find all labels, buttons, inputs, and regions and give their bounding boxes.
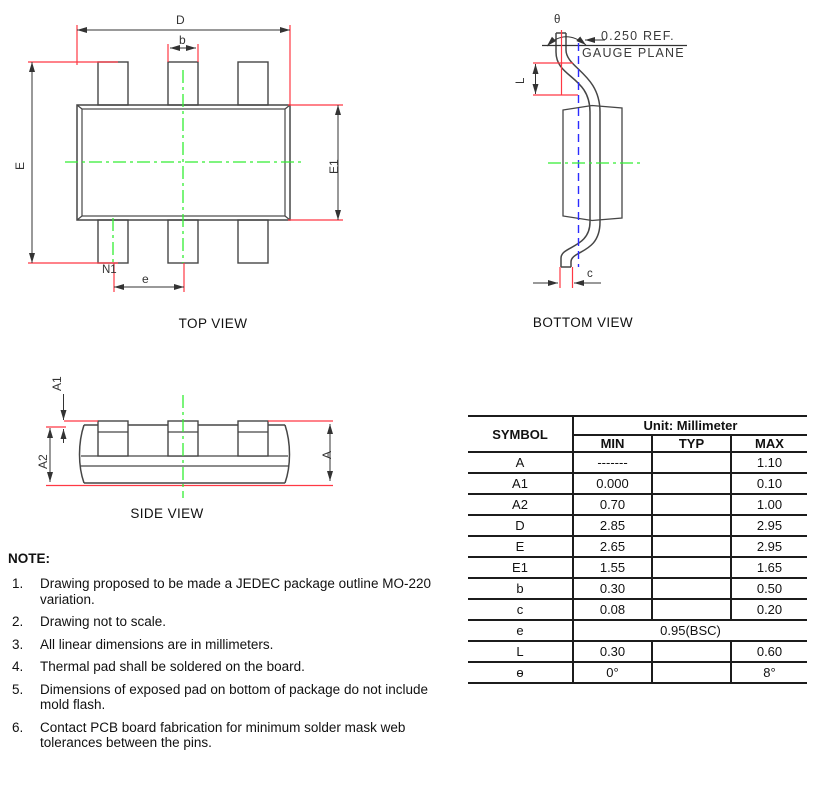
table-row (468, 473, 807, 494)
bottom-view-title: BOTTOM VIEW (532, 315, 634, 330)
cell-min: 2.85 (573, 515, 652, 536)
note-number: 4. (12, 659, 24, 674)
dim-label-A1: A1 (50, 376, 64, 391)
table-row (468, 641, 807, 662)
cell-max: 0.60 (731, 641, 807, 662)
top-view-dimension-lines (32, 30, 338, 287)
note-item (8, 637, 444, 653)
table-row (468, 494, 807, 515)
cell-typ (652, 599, 731, 620)
table-row (468, 662, 807, 683)
cell-typ (652, 452, 731, 473)
cell-symbol: b (468, 578, 573, 599)
col-header-max: MAX (731, 435, 807, 452)
note-number: 2. (12, 614, 24, 629)
note-text: Thermal pad shall be soldered on the board. (40, 659, 305, 674)
dimension-table (468, 415, 807, 684)
cell-min: 0.08 (573, 599, 652, 620)
dim-label-N1: N1 (102, 264, 117, 276)
cell-symbol: A2 (468, 494, 573, 515)
cell-symbol: E (468, 536, 573, 557)
cell-max: 2.95 (731, 536, 807, 557)
cell-typ (652, 641, 731, 662)
side-view-linework (80, 421, 290, 483)
dim-label-L: L (515, 77, 527, 84)
cell-symbol: A (468, 452, 573, 473)
dim-label-E1: E1 (327, 159, 341, 174)
cell-typ (652, 578, 731, 599)
cell-typ (652, 473, 731, 494)
table-row (468, 515, 807, 536)
cell-typ (652, 557, 731, 578)
dim-label-e: e (142, 272, 149, 286)
cell-typ (652, 494, 731, 515)
cell-min: 0.70 (573, 494, 652, 515)
table-row (468, 599, 807, 620)
table-row (468, 620, 807, 641)
cell-max: 0.10 (731, 473, 807, 494)
cell-max: 1.00 (731, 494, 807, 515)
table-header-row (468, 416, 807, 435)
cell-symbol: A1 (468, 473, 573, 494)
side-view-title: SIDE VIEW (130, 506, 204, 521)
note-text: Drawing proposed to be made a JEDEC package outline MO-220 variation. (40, 576, 431, 607)
cell-symbol: e (468, 620, 573, 641)
cell-max: 0.20 (731, 599, 807, 620)
table-row (468, 578, 807, 599)
col-header-typ: TYP (652, 435, 731, 452)
cell-span-value: 0.95(BSC) (573, 620, 807, 641)
dim-label-theta: θ (554, 14, 561, 26)
note-text: Contact PCB board fabrication for minimum solder mask web tolerances between the pins. (40, 719, 406, 750)
cell-min: 0.30 (573, 641, 652, 662)
bottom-view-red-extensions (533, 30, 578, 288)
cell-typ (652, 515, 731, 536)
cell-max: 0.50 (731, 578, 807, 599)
top-view-red-extensions (28, 25, 343, 292)
cell-symbol: D (468, 515, 573, 536)
dim-label-c: c (587, 268, 593, 280)
note-item (8, 614, 444, 630)
cell-max: 8° (731, 662, 807, 683)
table-row (468, 536, 807, 557)
cell-typ (652, 662, 731, 683)
symbol-header: SYMBOL (468, 416, 573, 452)
cell-symbol: ɵ (468, 662, 573, 683)
gauge-plane-label: GAUGE PLANE (582, 46, 685, 60)
cell-min: 0.000 (573, 473, 652, 494)
cell-max: 1.65 (731, 557, 807, 578)
dim-label-A2: A2 (36, 454, 50, 469)
cell-min: 1.55 (573, 557, 652, 578)
table-row (468, 452, 807, 473)
note-item (8, 659, 444, 675)
note-text: Dimensions of exposed pad on bottom of package do not include mold flash. (40, 681, 429, 712)
notes-section (8, 551, 432, 758)
cell-symbol: L (468, 641, 573, 662)
cell-typ (652, 536, 731, 557)
cell-max: 1.10 (731, 452, 807, 473)
cell-min: 0° (573, 662, 652, 683)
note-text: Drawing not to scale. (40, 614, 167, 629)
note-text: All linear dimensions are in millimeters. (40, 636, 274, 652)
notes-title: NOTE: (8, 551, 50, 566)
note-number: 1. (12, 576, 24, 591)
cell-min: ------- (573, 452, 652, 473)
top-view-centerlines (65, 70, 303, 263)
cell-symbol: E1 (468, 557, 573, 578)
dim-label-b: b (179, 33, 186, 47)
unit-header: Unit: Millimeter (573, 416, 807, 435)
cell-min: 2.65 (573, 536, 652, 557)
col-header-min: MIN (573, 435, 652, 452)
note-item (8, 576, 444, 607)
note-item (8, 720, 444, 751)
top-view-title: TOP VIEW (178, 316, 248, 331)
gauge-ref-label: 0.250 REF. (601, 29, 675, 43)
dim-label-D: D (176, 13, 185, 27)
cell-min: 0.30 (573, 578, 652, 599)
table-row (468, 557, 807, 578)
dim-label-E: E (13, 161, 27, 170)
note-number: 3. (12, 636, 24, 652)
note-number: 5. (12, 681, 24, 697)
cell-symbol: c (468, 599, 573, 620)
dim-label-A: A (320, 450, 334, 459)
cell-max: 2.95 (731, 515, 807, 536)
bottom-view-linework (556, 33, 622, 267)
note-item (8, 682, 444, 713)
note-number: 6. (12, 719, 24, 735)
